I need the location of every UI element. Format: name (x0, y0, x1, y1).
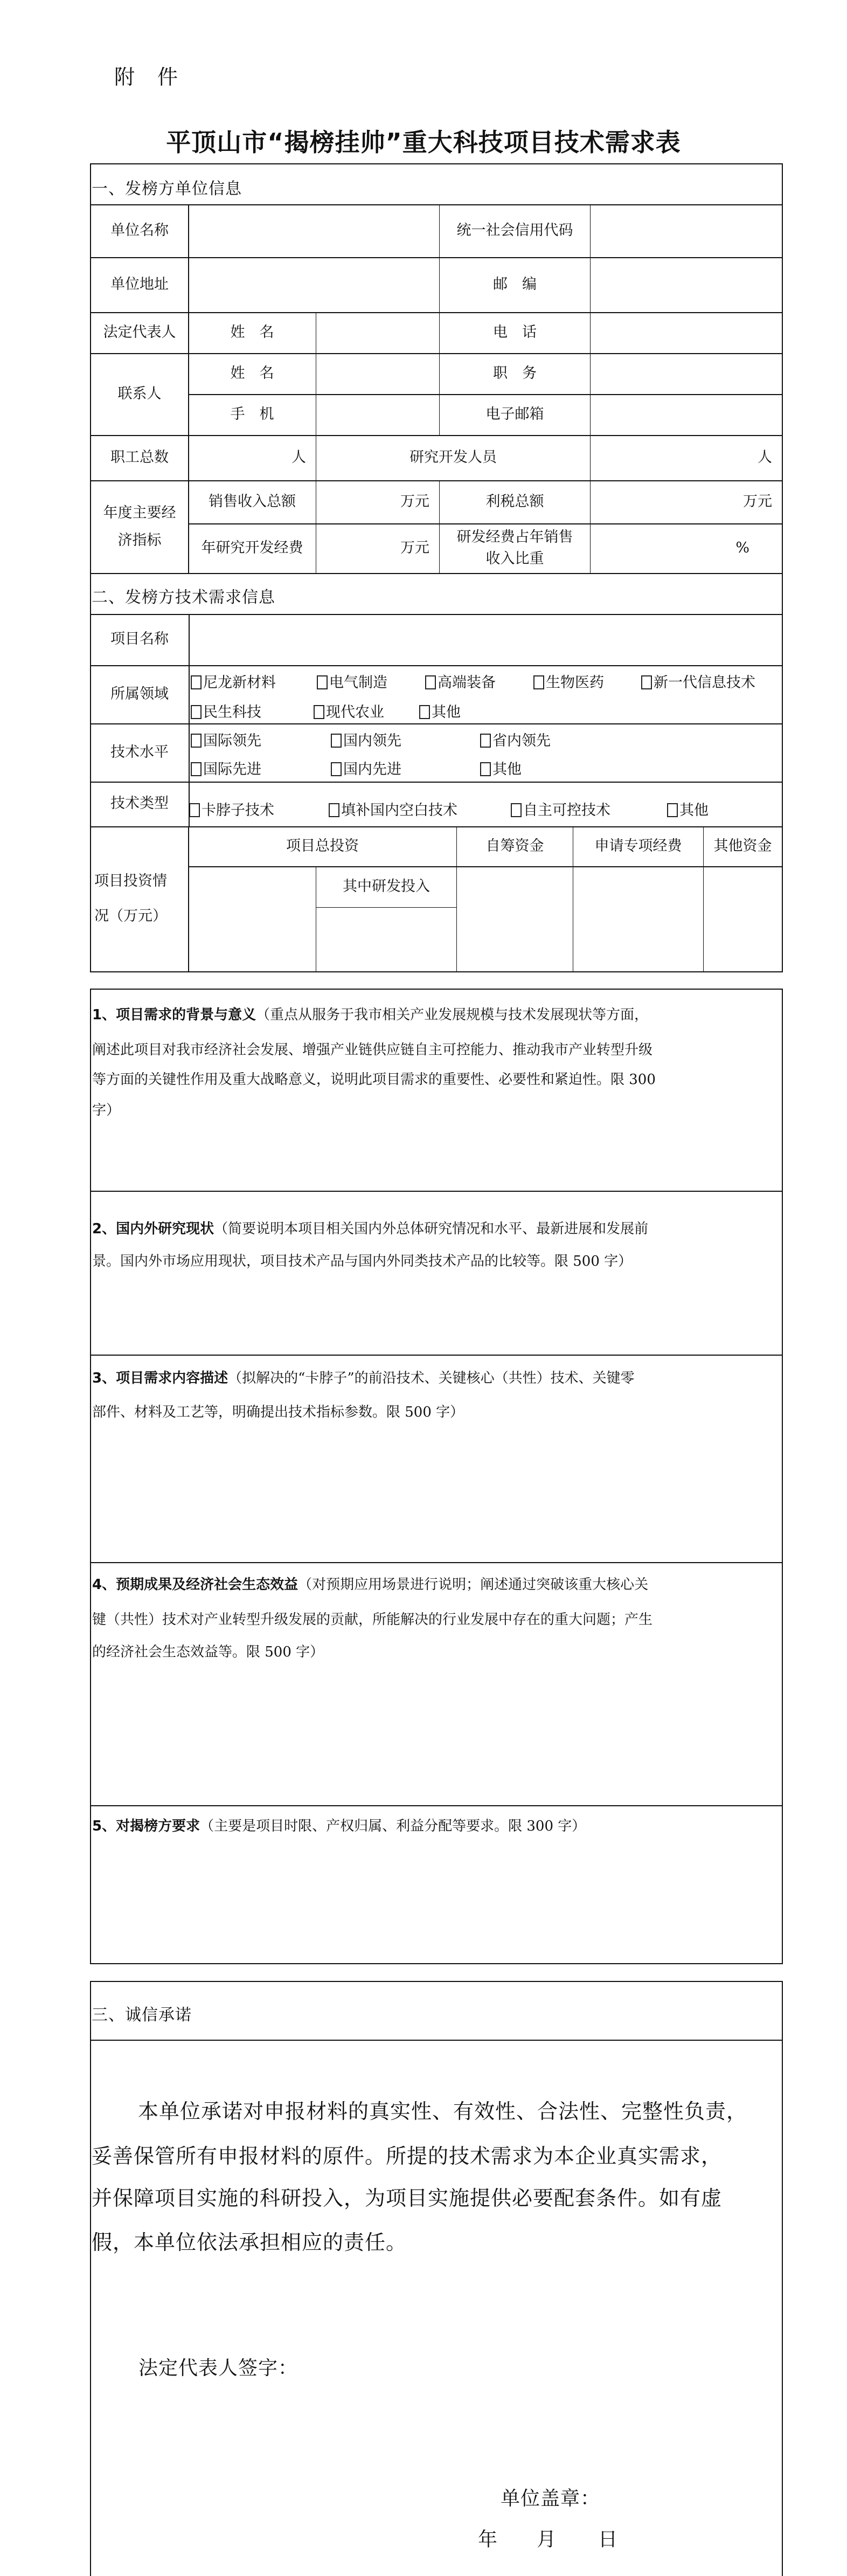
description-hint: 等方面的关键性作用及重大战略意义，说明此项目需求的重要性、必要性和紧迫性。限 300 (92, 1072, 656, 1088)
page-title: 平顶山市“揭榜挂帅”重大科技项目技术需求表 (166, 128, 681, 157)
checkbox-icon[interactable] (331, 734, 342, 748)
checkbox-icon[interactable] (317, 675, 328, 689)
level-option-domestic-leading[interactable] (331, 734, 401, 748)
option-label: 省内领先 (492, 733, 551, 749)
field-option-livelihood[interactable] (191, 705, 261, 720)
description-hint: 键（共性）技术对产业转型升级发展的贡献，所能解决的行业发展中存在的重大问题；产生 (92, 1612, 653, 1628)
description-hint: 的经济社会生态效益等。限 500 字） (92, 1644, 324, 1660)
rd-ratio-label-line1: 研发经费占年销售 (456, 528, 573, 545)
level-label: 技术水平 (110, 743, 169, 761)
description-item-content[interactable] (91, 1356, 782, 1561)
investment-rd-input-field[interactable] (316, 908, 456, 971)
option-label: 填补国内空白技术 (341, 802, 457, 819)
commitment-text-line: 假，本单位依法承担相应的责任。 (92, 2230, 407, 2254)
description-title: 3、项目需求内容描述 (92, 1370, 228, 1386)
legal-rep-label: 法定代表人 (103, 323, 176, 341)
option-label: 国际先进 (203, 761, 261, 778)
profit-tax-unit: 万元 (743, 493, 772, 510)
field-option-it[interactable] (641, 675, 755, 690)
option-label: 高端装备 (438, 674, 496, 691)
legal-rep-signature-label: 法定代表人签字： (138, 2357, 298, 2379)
type-option-self-controllable[interactable] (511, 803, 610, 818)
rd-ratio-unit: % (735, 539, 749, 556)
contact-name-label: 姓 名 (230, 364, 274, 382)
commitment-text-line: 本单位承诺对申报材料的真实性、有效性、合法性、完整性负责， (138, 2100, 748, 2123)
contact-name-field[interactable] (316, 353, 439, 394)
checkbox-icon[interactable] (314, 705, 324, 719)
staff-total-label: 职工总数 (110, 448, 169, 466)
description-hint: （拟解决的“卡脖子”的前沿技术、关键核心（共性）技术、关键零 (228, 1370, 635, 1386)
contact-mobile-label: 手 机 (230, 405, 274, 423)
commitment-text-line: 并保障项目实施的科研投入，为项目实施提供必要配套条件。如有虚 (92, 2186, 723, 2210)
contact-mobile-field[interactable] (316, 394, 439, 435)
field-option-nylon[interactable] (191, 675, 276, 690)
section3-heading: 三、诚信承诺 (92, 2006, 192, 2025)
type-label: 技术类型 (110, 795, 169, 812)
rd-ratio-label-line2: 收入比重 (485, 550, 544, 567)
type-option-other[interactable] (667, 803, 709, 818)
commitment-text-line: 妥善保管所有申报材料的原件。所提的技术需求为本企业真实需求， (92, 2144, 723, 2168)
investment-label-line2: 况（万元） (94, 907, 167, 924)
sales-unit: 万元 (400, 493, 429, 510)
unit-address-label: 单位地址 (110, 275, 169, 293)
field-option-equipment[interactable] (425, 675, 496, 690)
level-option-intl-leading[interactable] (191, 734, 261, 748)
postcode-field[interactable] (591, 257, 782, 312)
description-title: 5、对揭榜方要求 (92, 1818, 200, 1834)
option-label: 电气制造 (329, 674, 387, 691)
option-label: 其他 (492, 761, 522, 778)
checkbox-icon[interactable] (191, 762, 202, 776)
description-hint: （简要说明本项目相关国内外总体研究情况和水平、最新进展和发展前 (214, 1221, 649, 1237)
description-item-research-status[interactable] (91, 1192, 782, 1353)
project-name-field[interactable] (189, 614, 782, 665)
option-label: 国内领先 (343, 733, 401, 749)
rd-staff-unit: 人 (758, 448, 772, 466)
field-option-electrical[interactable] (317, 675, 387, 690)
unit-name-label: 单位名称 (110, 222, 169, 239)
staff-total-unit: 人 (291, 448, 306, 466)
checkbox-icon[interactable] (667, 803, 678, 817)
investment-special-fund-header: 申请专项经费 (594, 837, 682, 854)
description-item-expected-results[interactable] (91, 1563, 782, 1804)
legal-rep-name-field[interactable] (316, 312, 439, 353)
legal-rep-name-label: 姓 名 (230, 323, 274, 341)
option-label: 尼龙新材料 (203, 674, 276, 691)
option-label: 新一代信息技术 (654, 674, 755, 691)
field-option-agriculture[interactable] (314, 705, 384, 720)
checkbox-icon[interactable] (191, 675, 202, 689)
econ-label-line2: 济指标 (117, 532, 162, 549)
level-option-other[interactable] (480, 762, 522, 777)
profit-tax-field[interactable] (591, 480, 782, 523)
checkbox-icon[interactable] (511, 803, 522, 817)
type-option-bottleneck[interactable] (189, 803, 274, 818)
profit-tax-label: 利税总额 (485, 493, 544, 510)
checkbox-icon[interactable] (641, 675, 652, 689)
checkbox-icon[interactable] (480, 734, 491, 748)
description-title: 1、项目需求的背景与意义 (92, 1007, 256, 1023)
option-label: 生物医药 (546, 674, 604, 691)
contact-email-field[interactable] (591, 394, 782, 435)
section1-heading: 一、发榜方单位信息 (92, 179, 242, 198)
contact-email-label: 电子邮箱 (485, 405, 544, 423)
checkbox-icon[interactable] (480, 762, 491, 776)
contact-position-field[interactable] (591, 353, 782, 394)
investment-total-header: 项目总投资 (286, 837, 359, 854)
checkbox-icon[interactable] (191, 705, 202, 719)
investment-other-fund-header: 其他资金 (713, 837, 772, 854)
date-month-label: 月 (537, 2529, 557, 2551)
description-hint: （重点从服务于我市相关产业发展规模与技术发展现状等方面， (256, 1007, 649, 1023)
investment-special-fund-field[interactable] (573, 867, 703, 971)
description-hint: 景。国内外市场应用现状，项目技术产品与国内外同类技术产品的比较等。限 500 字） (92, 1253, 633, 1269)
description-hint: （主要是项目时限、产权归属、利益分配等要求。限 300 字） (200, 1818, 586, 1834)
sales-field[interactable] (316, 480, 439, 523)
rd-expense-field[interactable] (316, 523, 439, 573)
checkbox-icon[interactable] (533, 675, 544, 689)
unit-name-field[interactable] (189, 204, 439, 257)
level-option-province-leading[interactable] (480, 734, 551, 748)
credit-code-field[interactable] (591, 204, 782, 257)
option-label: 自主可控技术 (523, 802, 610, 819)
legal-rep-signature-field[interactable] (302, 2353, 517, 2384)
investment-total-field[interactable] (189, 867, 316, 971)
checkbox-icon[interactable] (331, 762, 342, 776)
investment-rd-input-header: 其中研发投入 (343, 878, 430, 895)
description-item-solver-requirements[interactable] (91, 1806, 782, 1963)
attachment-label: 附 件 (114, 65, 179, 89)
description-hint: 字） (92, 1102, 121, 1118)
staff-total-field[interactable] (189, 435, 316, 480)
investment-other-fund-field[interactable] (704, 867, 782, 971)
option-label: 现代农业 (326, 704, 384, 721)
section2-heading: 二、发榜方技术需求信息 (92, 588, 275, 607)
unit-seal-label: 单位盖章： (501, 2488, 601, 2510)
description-hint: （对预期应用场景进行说明；阐述通过突破该重大核心关 (298, 1577, 649, 1593)
description-item-background[interactable] (91, 990, 782, 1190)
option-label: 卡脖子技术 (202, 802, 274, 819)
rd-staff-label: 研究开发人员 (409, 448, 497, 466)
checkbox-icon[interactable] (419, 705, 430, 719)
description-hint: 阐述此项目对我市经济社会发展、增强产业链供应链自主可控能力、推动我市产业转型升级 (92, 1042, 653, 1058)
postcode-label: 邮 编 (493, 275, 537, 293)
level-option-intl-advanced[interactable] (191, 762, 261, 777)
checkbox-icon[interactable] (425, 675, 436, 689)
option-label: 国内先进 (343, 761, 401, 778)
rd-ratio-label (440, 523, 590, 573)
investment-self-raised-field[interactable] (457, 867, 573, 971)
date-day-label: 日 (598, 2529, 619, 2551)
description-hint: 部件、材料及工艺等，明确提出技术指标参数。限 500 字） (92, 1404, 464, 1420)
investment-label-line1: 项目投资情 (94, 872, 167, 889)
rd-ratio-field[interactable] (591, 523, 782, 573)
description-title: 2、国内外研究现状 (92, 1221, 214, 1237)
contact-position-label: 职 务 (493, 364, 537, 382)
econ-indicators-label (91, 480, 188, 573)
type-option-fill-gap[interactable] (329, 803, 457, 818)
investment-label (91, 826, 188, 971)
checkbox-icon[interactable] (329, 803, 339, 817)
date-year-label: 年 (478, 2529, 498, 2551)
option-label: 其他 (679, 802, 709, 819)
investment-self-raised-header: 自筹资金 (485, 837, 544, 854)
field-label: 所属领域 (110, 685, 169, 702)
field-option-biomedicine[interactable] (533, 675, 604, 690)
description-title: 4、预期成果及经济社会生态效益 (92, 1577, 298, 1593)
rd-staff-field[interactable] (591, 435, 782, 480)
econ-label-line1: 年度主要经 (103, 504, 176, 521)
credit-code-label: 统一社会信用代码 (456, 222, 573, 239)
unit-address-field[interactable] (189, 257, 439, 312)
field-option-other[interactable] (419, 705, 461, 720)
project-name-label: 项目名称 (110, 631, 169, 648)
option-label: 其他 (432, 704, 461, 721)
legal-rep-phone-field[interactable] (591, 312, 782, 353)
rd-expense-unit: 万元 (400, 539, 429, 556)
checkbox-icon[interactable] (189, 803, 200, 817)
rd-expense-label: 年研究开发经费 (201, 539, 303, 556)
level-option-domestic-advanced[interactable] (331, 762, 401, 777)
legal-rep-phone-label: 电 话 (493, 323, 537, 341)
contact-label: 联系人 (117, 385, 162, 402)
option-label: 民生科技 (203, 704, 261, 721)
sales-label: 销售收入总额 (209, 493, 296, 510)
checkbox-icon[interactable] (191, 734, 202, 748)
unit-seal-field[interactable] (598, 2482, 760, 2515)
option-label: 国际领先 (203, 733, 261, 749)
